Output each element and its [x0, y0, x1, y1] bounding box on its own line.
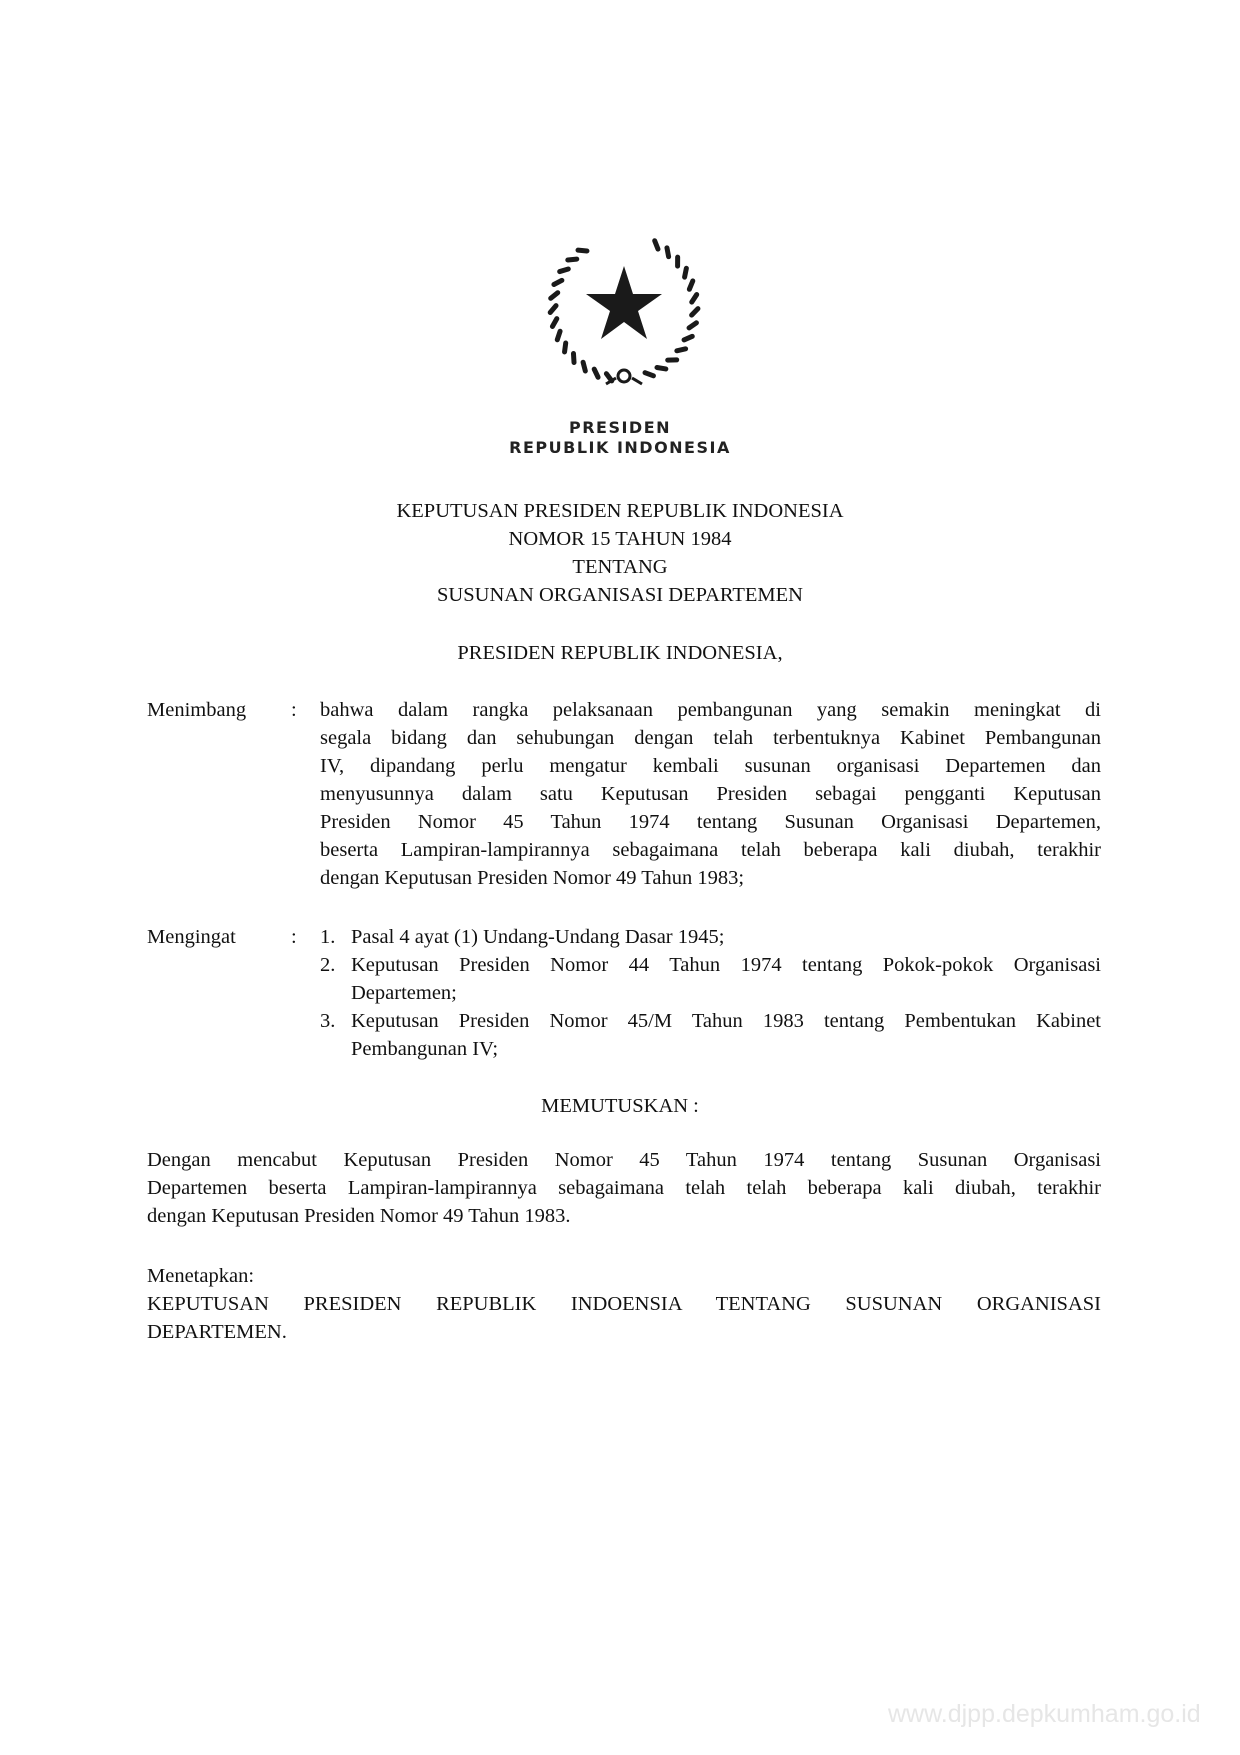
wreath-leaf — [667, 248, 669, 257]
text-line: menyusunnya dalam satu Keputusan Presiden sebagai pengganti Keputusan — [320, 783, 1101, 805]
wreath-leaf — [573, 354, 574, 363]
wreath-leaf — [692, 295, 697, 303]
text-line: Departemen; — [351, 982, 457, 1004]
letterhead-line2: REPUBLIK INDONESIA — [509, 438, 731, 457]
wreath-leaf — [560, 269, 569, 272]
text-line: beserta Lampiran-lampirannya sebagaimana telah beberapa kali diubah, terakhir — [320, 839, 1101, 861]
text-line: Dengan mencabut Keputusan Presiden Nomor 45 Tahun 1974 tentang Susunan Organisasi — [147, 1149, 1101, 1171]
text-line: Departemen beserta Lampiran-lampirannya sebagaimana telah telah beberapa kali diubah, terakhir — [147, 1177, 1101, 1199]
list-item-number: 2. — [320, 954, 336, 976]
wreath-leaf — [677, 349, 686, 351]
text-line: IV, dipandang perlu mengatur kembali susunan organisasi Departemen dan — [320, 755, 1101, 777]
letterhead-line1: PRESIDEN — [568, 418, 672, 437]
text-line: bahwa dalam rangka pelaksanaan pembangunan yang semakin meningkat di — [320, 699, 1101, 721]
wreath-leaf — [578, 250, 587, 251]
text-line: KEPUTUSAN PRESIDEN REPUBLIK INDOENSIA TENTANG SUSUNAN ORGANISASI — [147, 1293, 1101, 1315]
wreath-leaf — [655, 241, 658, 249]
presidential-seal-icon — [544, 228, 704, 390]
menimbang-colon: : — [291, 699, 297, 721]
wreath-leaf — [689, 281, 692, 289]
text-line: Pasal 4 ayat (1) Undang-Undang Dasar 1945; — [351, 926, 725, 948]
wreath-leaf — [692, 309, 698, 315]
list-item-number: 3. — [320, 1010, 336, 1032]
text-line: segala bidang dan sehubungan dengan telah terbentuknya Kabinet Pembangunan — [320, 727, 1101, 749]
preamble: PRESIDEN REPUBLIK INDONESIA, — [457, 642, 783, 664]
wreath-leaf — [568, 259, 577, 260]
wreath-leaf — [689, 323, 696, 328]
text-line: dengan Keputusan Presiden Nomor 49 Tahun 1983; — [320, 867, 745, 889]
mengingat-colon: : — [291, 926, 297, 948]
wreath-leaf — [551, 293, 558, 299]
wreath-leaf — [552, 319, 556, 327]
title-line4: SUSUNAN ORGANISASI DEPARTEMEN — [437, 584, 803, 606]
wreath-leaf — [550, 306, 556, 313]
list-item-number: 1. — [320, 926, 336, 948]
mengingat-label: Mengingat — [147, 926, 236, 948]
menetapkan-label: Menetapkan: — [147, 1265, 255, 1287]
wreath-leaf — [583, 362, 585, 371]
text-line: Presiden Nomor 45 Tahun 1974 tentang Susunan Organisasi Departemen, — [320, 811, 1101, 833]
text-line: Keputusan Presiden Nomor 44 Tahun 1974 tentang Pokok-pokok Organisasi — [351, 954, 1101, 976]
wreath-leaf — [684, 336, 692, 340]
wreath-leaf — [657, 367, 666, 368]
text-line: Keputusan Presiden Nomor 45/M Tahun 1983 tentang Pembentukan Kabinet — [351, 1010, 1101, 1032]
title-line3: TENTANG — [572, 556, 668, 578]
title-line1: KEPUTUSAN PRESIDEN REPUBLIK INDONESIA — [396, 500, 844, 522]
text-line: dengan Keputusan Presiden Nomor 49 Tahun 1983. — [147, 1205, 571, 1227]
title-line2: NOMOR 15 TAHUN 1984 — [508, 528, 732, 550]
watermark: www.djpp.depkumham.go.id — [888, 1700, 1201, 1728]
memutuskan-heading: MEMUTUSKAN : — [541, 1095, 699, 1117]
text-line: DEPARTEMEN. — [147, 1321, 287, 1343]
wreath-leaf — [645, 373, 653, 376]
wreath-leaf — [594, 369, 598, 377]
wreath-leaf — [565, 343, 566, 352]
text-line: Pembangunan IV; — [351, 1038, 499, 1060]
wreath-leaf — [685, 268, 687, 277]
wreath-leaf — [557, 331, 560, 340]
menimbang-label: Menimbang — [147, 699, 247, 721]
wreath-leaf — [554, 280, 562, 284]
